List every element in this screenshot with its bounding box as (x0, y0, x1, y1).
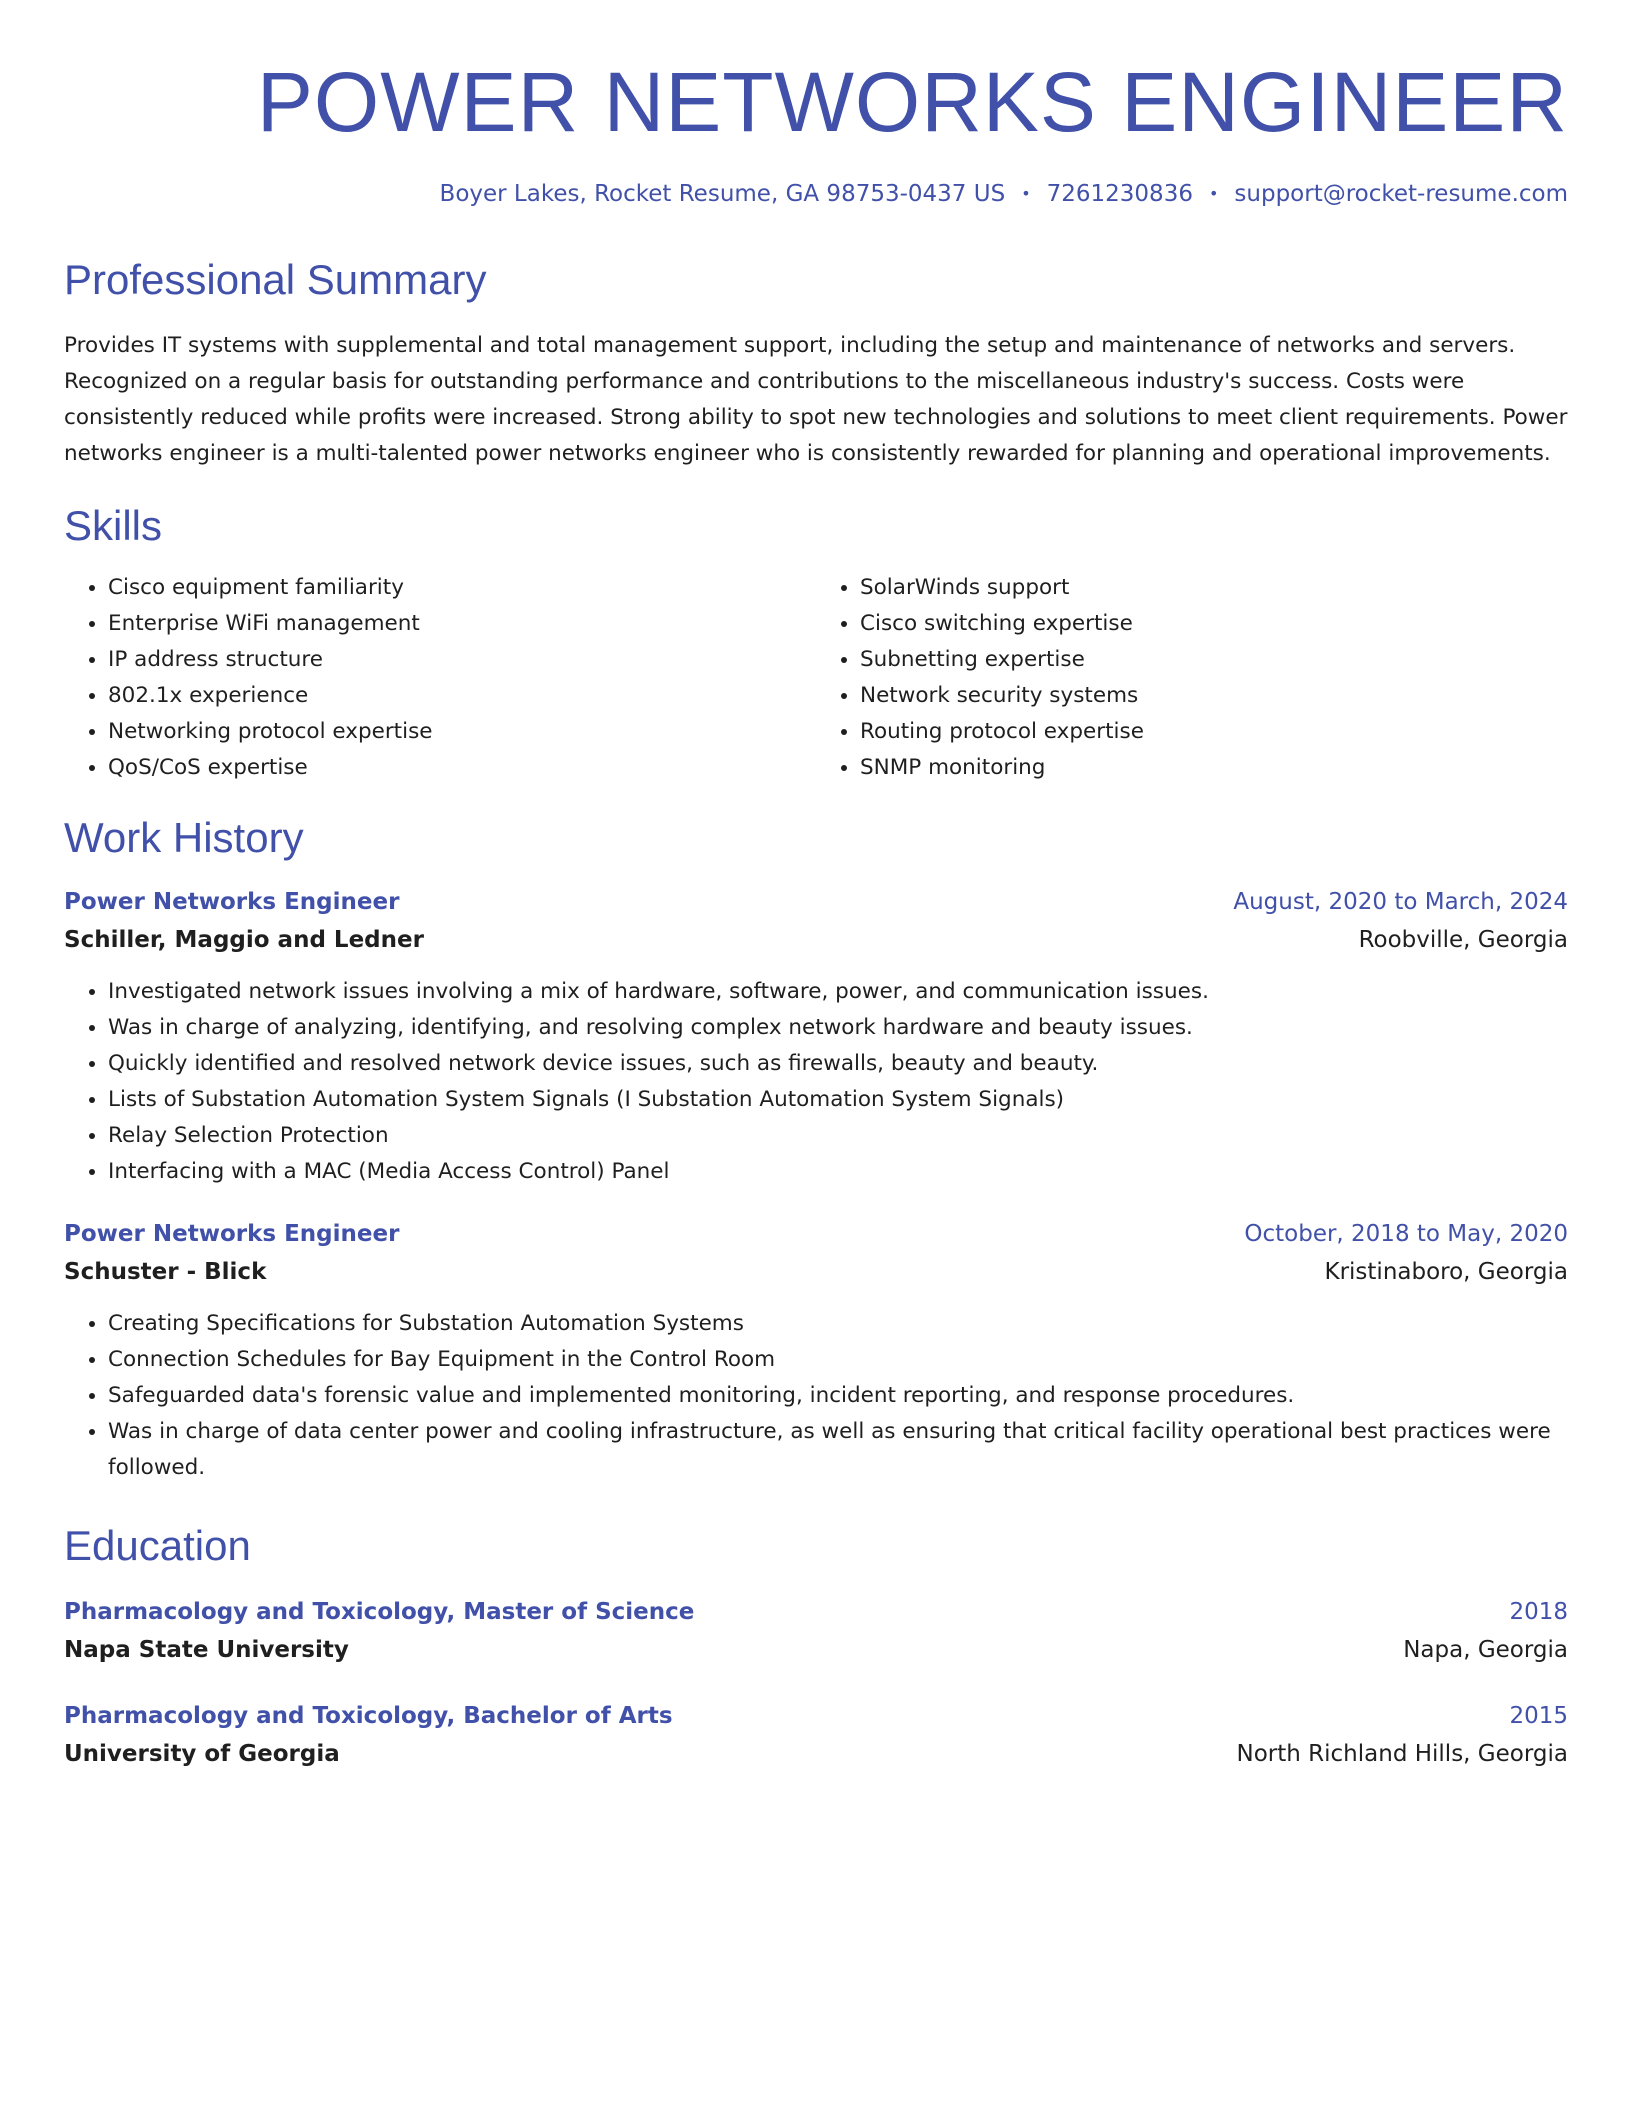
education-heading: Education (64, 1522, 251, 1569)
contact-separator-1: • (1021, 184, 1031, 203)
education-section (64, 1520, 1568, 1774)
skills-left-column (64, 570, 816, 786)
job-company: Schuster - Blick (64, 1259, 267, 1285)
job-location: Roobville, Georgia (1358, 927, 1568, 953)
skill-item: • IP address structure (108, 642, 816, 678)
candidate-name: POWER NETWORKS ENGINEER (256, 55, 1568, 149)
skills-right-column (816, 570, 1568, 786)
job-location: Kristinaboro, Georgia (1324, 1259, 1568, 1285)
contact-address: Boyer Lakes, Rocket Resume, GA 98753-0437 US (439, 181, 1006, 207)
job-dates: August, 2020 to March, 2024 (1233, 889, 1568, 915)
job-duty: • Was in charge of data center power and cooling infrastructure, as well as ensuring that critical facility operational best practices were followed. (108, 1414, 1568, 1486)
job-duty: • Quickly identified and resolved network device issues, such as firewalls, beauty and beauty. (108, 1046, 1568, 1082)
job-company: Schiller, Maggio and Ledner (64, 927, 424, 953)
skill-item: • Networking protocol expertise (108, 714, 816, 750)
education-location: North Richland Hills, Georgia (1236, 1741, 1568, 1767)
skill-item: • Cisco equipment familiarity (108, 570, 816, 606)
education-year: 2015 (1509, 1703, 1568, 1729)
job-title: Power Networks Engineer (64, 889, 400, 915)
job-duty: • Lists of Substation Automation System Signals (I Substation Automation System Signals) (108, 1082, 1568, 1118)
skill-item: • QoS/CoS expertise (108, 750, 816, 786)
summary-section (64, 254, 1568, 472)
job-entry (64, 1216, 1568, 1486)
job-duty: • Relay Selection Protection (108, 1118, 1568, 1154)
contact-separator-2: • (1208, 184, 1219, 203)
job-duties (64, 974, 1568, 1190)
job-title: Power Networks Engineer (64, 1221, 400, 1247)
education-school: Napa State University (64, 1637, 349, 1663)
job-duties (64, 1306, 1568, 1486)
job-duty: • Was in charge of analyzing, identifying, and resolving complex network hardware and beauty issues. (108, 1010, 1568, 1046)
job-duty: • Connection Schedules for Bay Equipment in the Control Room (108, 1342, 1568, 1378)
skills-heading: Skills (64, 502, 163, 549)
education-entry (64, 1594, 1568, 1670)
skills-columns (64, 570, 1568, 786)
education-degree: Pharmacology and Toxicology, Master of Science (64, 1599, 695, 1625)
resume-page (64, 0, 1568, 1774)
job-duty: • Creating Specifications for Substation Automation Systems (108, 1306, 1568, 1342)
job-duty: • Investigated network issues involving a mix of hardware, software, power, and communication issues. (108, 974, 1568, 1010)
contact-email: support@rocket-resume.com (1234, 181, 1568, 207)
skill-item: • 802.1x experience (108, 678, 816, 714)
education-location: Napa, Georgia (1403, 1637, 1568, 1663)
skill-item: • SolarWinds support (860, 570, 1568, 606)
job-dates: October, 2018 to May, 2020 (1244, 1221, 1568, 1247)
education-degree: Pharmacology and Toxicology, Bachelor of Arts (64, 1703, 673, 1729)
skill-item: • Enterprise WiFi management (108, 606, 816, 642)
skill-item: • Routing protocol expertise (860, 714, 1568, 750)
skills-section (64, 500, 1568, 786)
skill-item: • Network security systems (860, 678, 1568, 714)
summary-heading: Professional Summary (64, 256, 487, 303)
job-duty: • Interfacing with a MAC (Media Access Control) Panel (108, 1154, 1568, 1190)
education-entry (64, 1698, 1568, 1774)
job-entry (64, 884, 1568, 1190)
contact-phone: 7261230836 (1046, 181, 1193, 207)
work-history-heading: Work History (64, 814, 304, 861)
skill-item: • Cisco switching expertise (860, 606, 1568, 642)
education-school: University of Georgia (64, 1741, 340, 1767)
summary-text: Provides IT systems with supplemental and total management support, including the setup and maintenance of networks and servers. Recognized on a regular basis for outstanding performance and contributions to the miscellaneous industry's success. Costs were consistently reduced while profits were increased. Strong ability to spot new technologies and solutions to meet client requirements. Power networks engineer is a multi-talented power networks engineer who is consistently rewarded for planning and operational improvements. (64, 333, 1568, 466)
job-duty: • Safeguarded data's forensic value and implemented monitoring, incident reporting, and response procedures. (108, 1378, 1568, 1414)
contact-line (64, 178, 1568, 210)
education-year: 2018 (1509, 1599, 1568, 1625)
skill-item: • Subnetting expertise (860, 642, 1568, 678)
skill-item: • SNMP monitoring (860, 750, 1568, 786)
work-history-section (64, 812, 1568, 1486)
